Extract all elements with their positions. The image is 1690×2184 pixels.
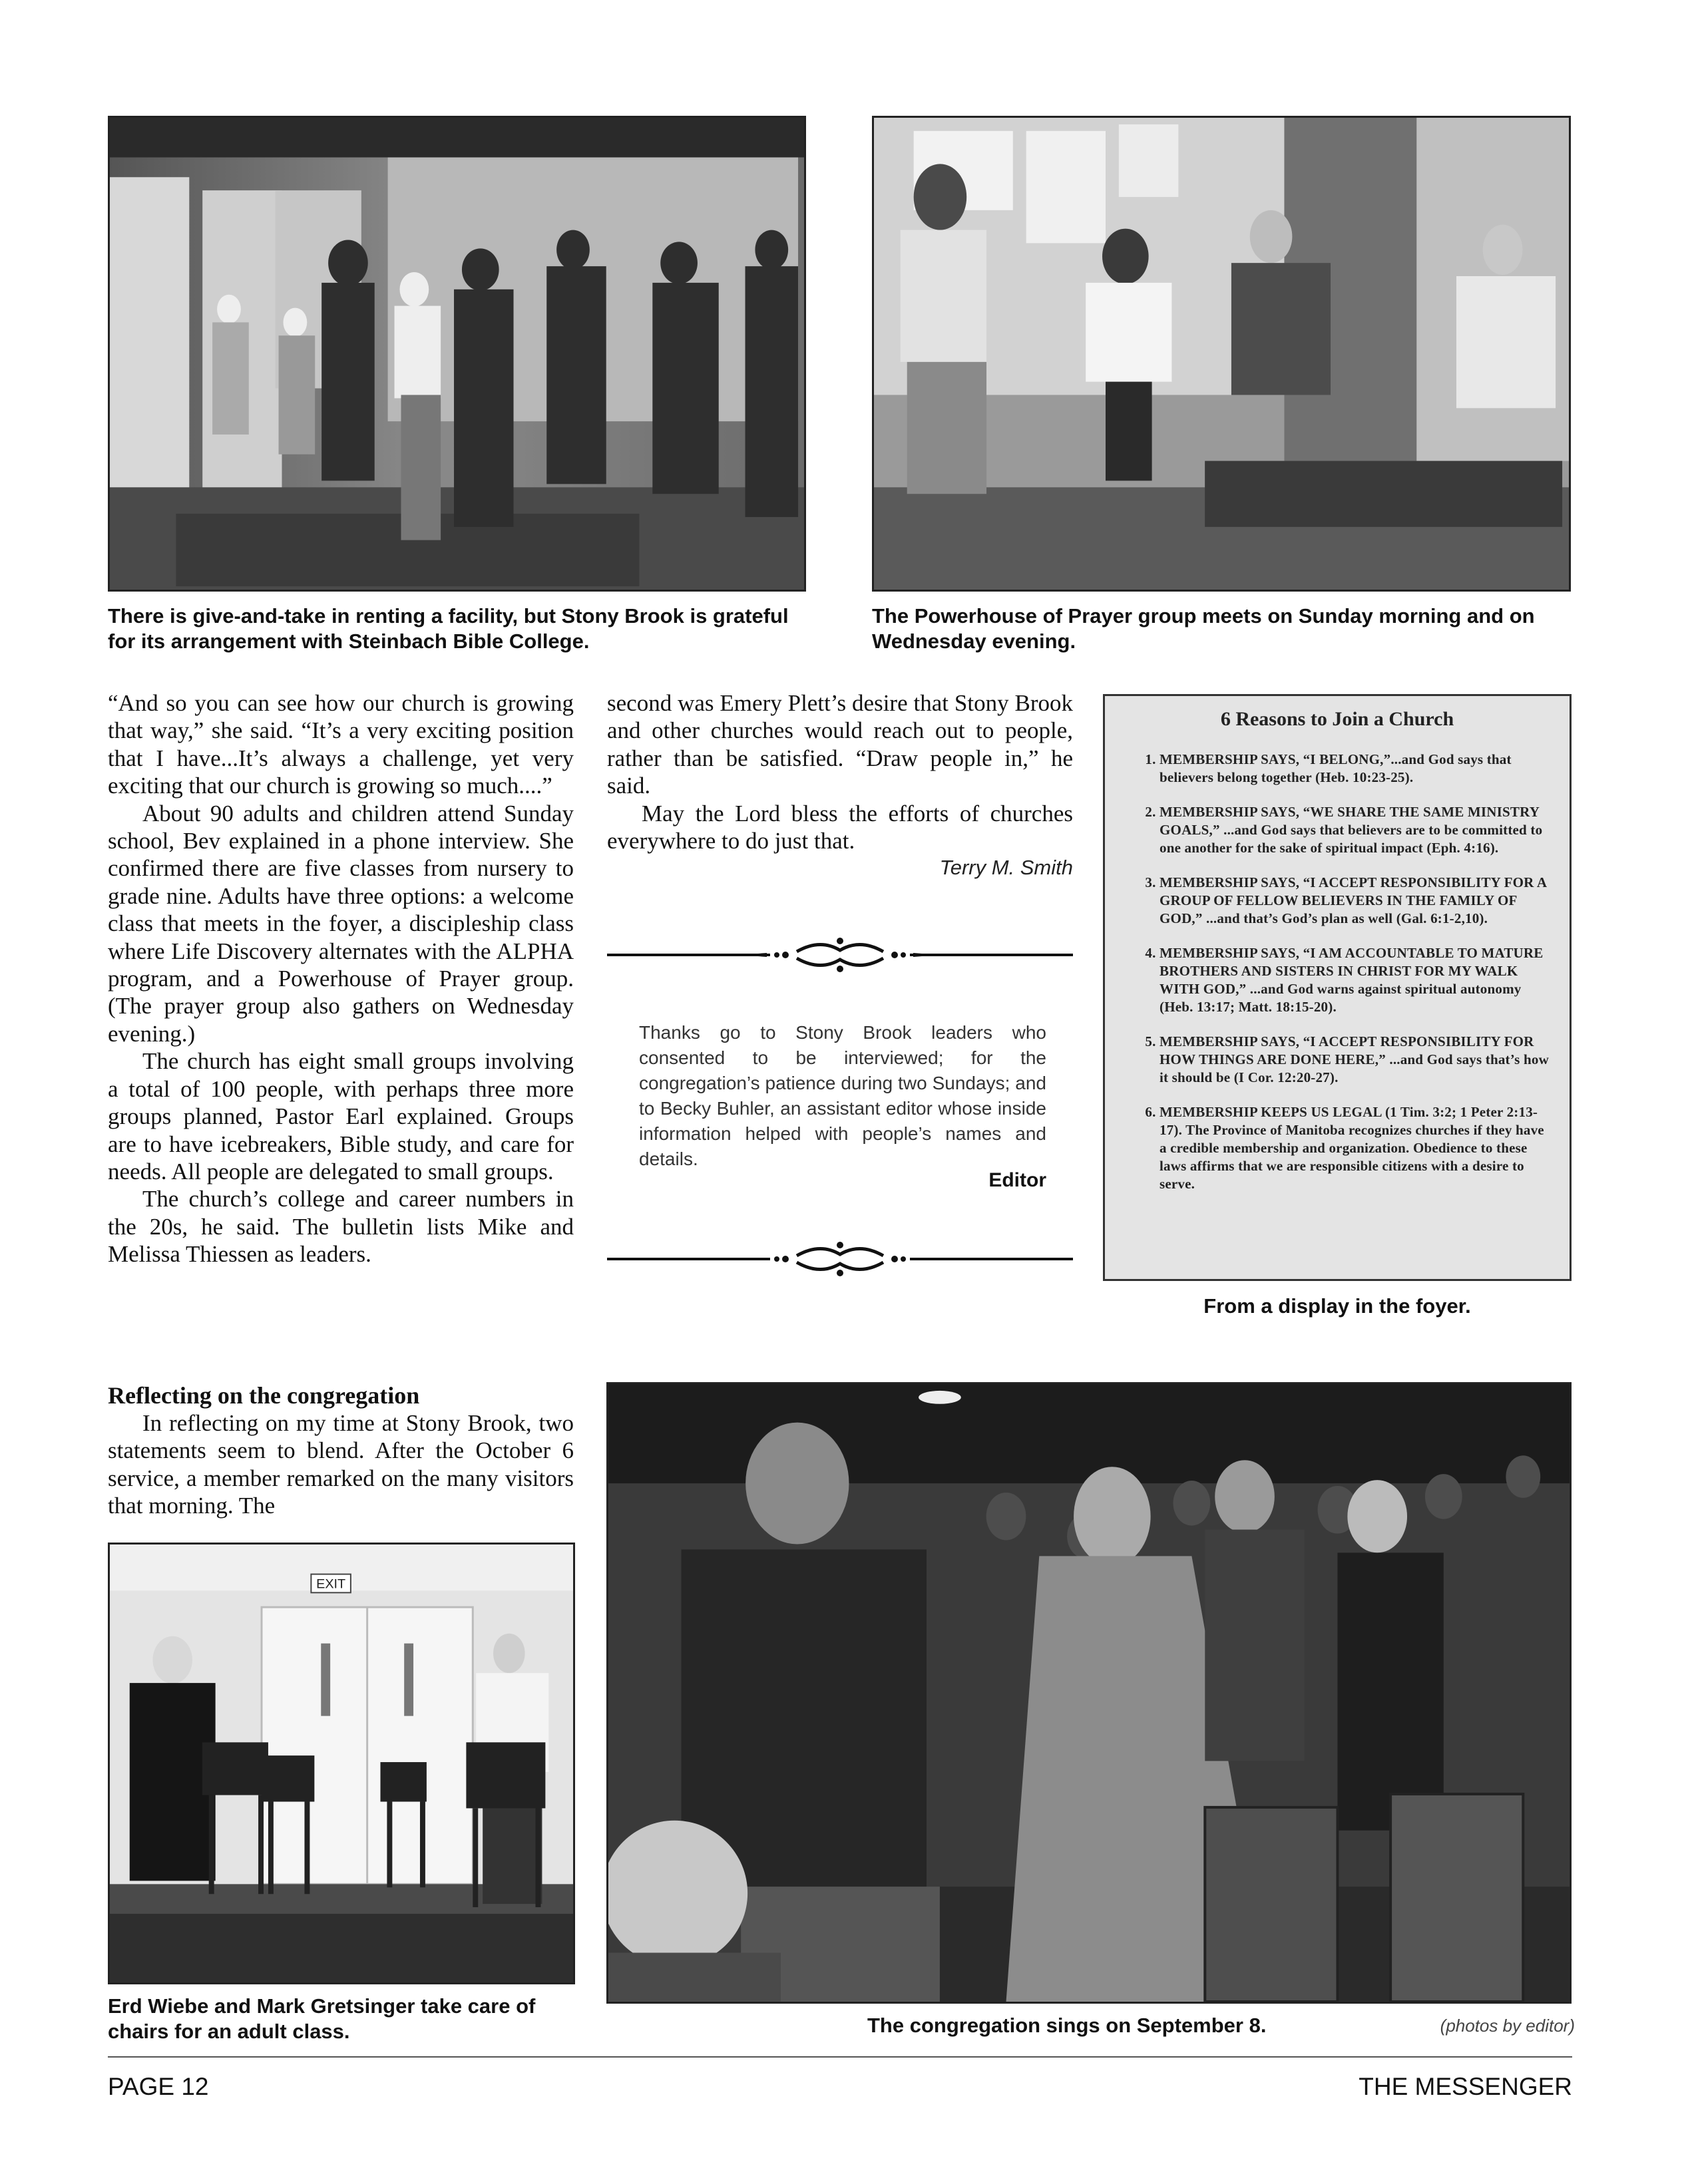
caption-bottom-left: Erd Wiebe and Mark Gretsinger take care of chairs for an adult class.: [108, 1994, 536, 2043]
exit-sign: EXIT: [316, 1576, 346, 1592]
reason-item: 6. MEMBERSHIP KEEPS US LEGAL (1 Tim. 3:2; 1 Peter 2:13-17). The Province of Manitoba recognizes churches if they have a credible membership and organization. Obedience to these laws affirms that we are responsible citizens with a desire to serve.: [1160, 1103, 1550, 1193]
reasons-display-box: [1103, 694, 1572, 1281]
reasons-title: 6 Reasons to Join a Church: [1220, 708, 1454, 730]
footer-rule: [108, 2056, 1572, 2058]
paragraph: May the Lord bless the efforts of churches everywhere to do just that.: [607, 800, 1073, 854]
paragraph: The church’s college and career numbers in the 20s, he said. The bulletin lists Mike and Melissa Thiessen as leaders.: [108, 1186, 574, 1268]
reason-item: 2. MEMBERSHIP SAYS, “WE SHARE THE SAME MINISTRY GOALS,” ...and God says that believers are to be committed to one another for the sake of spiritual impact (Eph. 4:16).: [1160, 803, 1550, 857]
article-column-2: [607, 689, 1073, 854]
photo-prayer-group: [872, 116, 1571, 592]
caption-reasons: From a display in the foyer.: [1203, 1294, 1471, 1318]
paragraph: In reflecting on my time at Stony Brook, two statements seem to blend. After the October 6 service, a member remarked on the many visitors that morning. The: [108, 1410, 574, 1519]
page-number: PAGE 12: [108, 2073, 209, 2100]
reason-item: 4. MEMBERSHIP SAYS, “I AM ACCOUNTABLE TO MATURE BROTHERS AND SISTERS IN CHRIST FOR MY WALK WITH GOD,” ...and God warns against spiritual autonomy (Heb. 13:17; Matt. 18:15-20).: [1160, 944, 1550, 1016]
photo-chairs: [108, 1543, 575, 1984]
photo-congregation-singing: [606, 1382, 1572, 2004]
paragraph: second was Emery Plett’s desire that Stony Brook and other churches would reach out to people, rather than be satisfied. “Draw people in,” he said.: [607, 690, 1073, 799]
editor-signature: Editor: [988, 1169, 1046, 1191]
photo-foyer-crowd: [108, 116, 806, 592]
thanks-note: Thanks go to Stony Brook leaders who consented to be interviewed; for the congregation’s patience during two Sundays; and to Becky Buhler, an assistant editor whose inside information helped with people’s names and details.: [639, 1022, 1046, 1169]
reason-item: 1. MEMBERSHIP SAYS, “I BELONG,”...and God says that believers belong together (Heb. 10:23-25).: [1160, 751, 1550, 787]
section-heading: Reflecting on the congregation: [108, 1382, 420, 1409]
author-signature: Terry M. Smith: [939, 856, 1073, 879]
ornament-divider: [607, 1236, 1073, 1282]
paragraph: “And so you can see how our church is growing that way,” she said. “It’s a very exciting position that I have...It’s always a challenge, yet very exciting that our church is growing so much....”: [108, 690, 574, 799]
article-column-1: [108, 689, 574, 1268]
paragraph: About 90 adults and children attend Sunday school, Bev explained in a phone interview. She confirmed there are five classes from nursery to grade nine. Adults have three options: a welcome class that meets in the foyer, a discipleship class where Life Discovery alternates with the ALPHA program, and a Powerhouse of Prayer group. (The prayer group also gathers on Wednesday evening.): [108, 800, 574, 1047]
caption-top-right: The Powerhouse of Prayer group meets on Sunday morning and on Wednesday evening.: [872, 604, 1535, 653]
caption-top-left: There is give-and-take in renting a facility, but Stony Brook is grateful for its arrangement with Steinbach Bible College.: [108, 604, 789, 653]
paragraph: The church has eight small groups involving a total of 100 people, with perhaps three more groups planned, Pastor Earl explained. Groups are to have icebreakers, Bible study, and care for needs. All people are delegated to small groups.: [108, 1048, 574, 1184]
ornament-divider: [607, 932, 1073, 978]
reasons-list: [1125, 751, 1550, 1193]
reason-item: 5. MEMBERSHIP SAYS, “I ACCEPT RESPONSIBILITY FOR HOW THINGS ARE DONE HERE,” ...and God says that’s how it should be (I Cor. 12:20-27).: [1160, 1033, 1550, 1087]
caption-bottom-right: The congregation sings on September 8.: [867, 2014, 1267, 2037]
reflect-section: [108, 1381, 574, 1520]
photo-credit: (photos by editor): [1440, 2016, 1575, 2036]
publication-name: THE MESSENGER: [1359, 2073, 1572, 2100]
reason-item: 3. MEMBERSHIP SAYS, “I ACCEPT RESPONSIBILITY FOR A GROUP OF FELLOW BELIEVERS IN THE FAMILY OF GOD,” ...and that’s God’s plan as well (Gal. 6:1-2,10).: [1160, 874, 1550, 928]
